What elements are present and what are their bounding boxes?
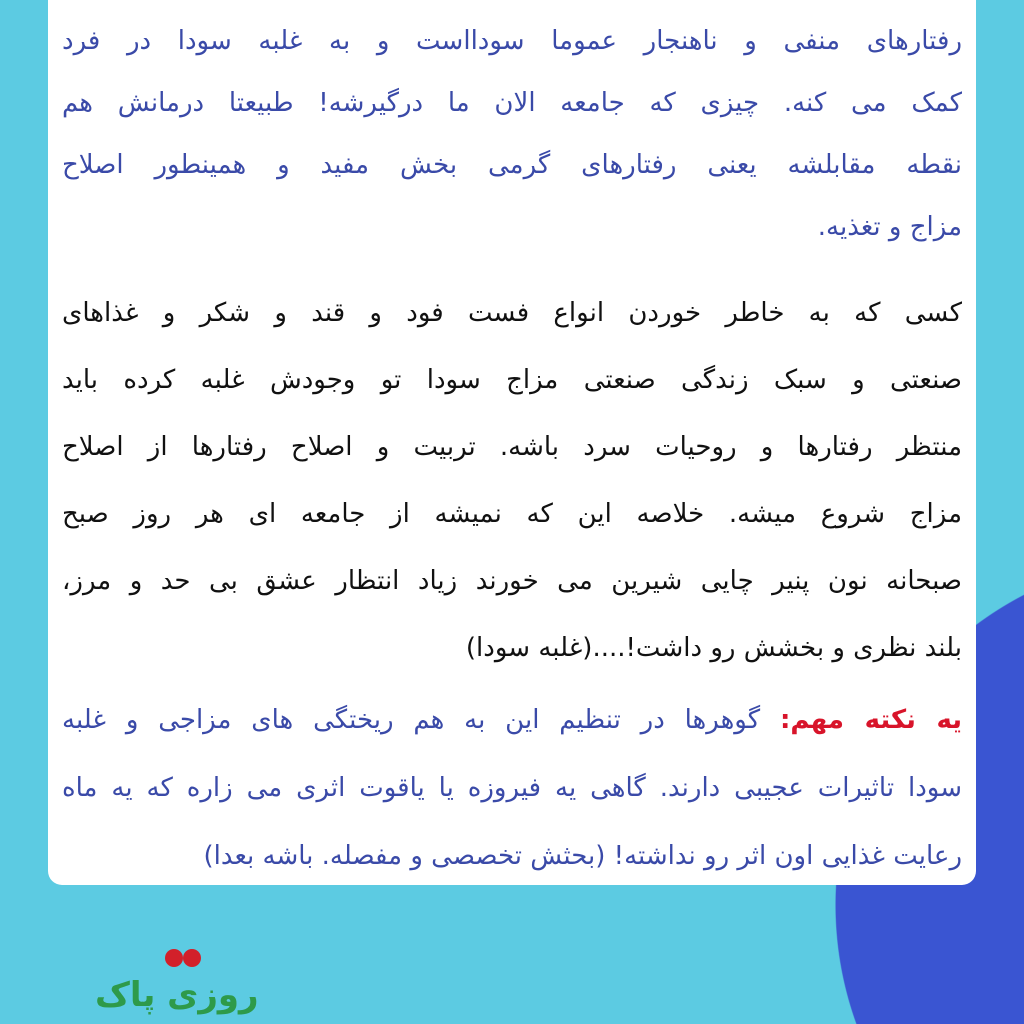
note-paragraph bbox=[62, 686, 962, 890]
brand-logo bbox=[95, 945, 295, 1020]
text-line: صنعتی و سبک زندگی صنعتی مزاج سودا تو وجودش غلبه کرده باید bbox=[62, 365, 962, 395]
paragraph-2 bbox=[62, 280, 962, 682]
note-text: گوهرها در تنظیم این به هم ریختگی های مزاجی و غلبه bbox=[62, 705, 761, 735]
note-label: یه نکته مهم: bbox=[779, 705, 963, 735]
text-line: رفتارهای منفی و ناهنجار عموما سودااست و به غلبه سودا در فرد bbox=[62, 26, 962, 56]
text-line: رعایت غذایی اون اثر رو نداشته! (بحثش تخصصی و مفصله. باشه بعدا) bbox=[203, 841, 962, 871]
text-line: سودا تاثیرات عجیبی دارند. گاهی یه فیروزه یا یاقوت اثری می زاره که یه ماه bbox=[62, 773, 962, 803]
text-line bbox=[62, 686, 962, 754]
text-line: نقطه مقابلشه یعنی رفتارهای گرمی بخش مفید و همینطور اصلاح bbox=[62, 150, 962, 180]
cherry-icon bbox=[165, 949, 183, 967]
text-line: کمک می کنه. چیزی که جامعه الان ما درگیرشه! طبیعتا درمانش هم bbox=[62, 88, 962, 118]
cherry-icon bbox=[183, 949, 201, 967]
paragraph-1 bbox=[62, 10, 962, 258]
text-line: بلند نظری و بخشش رو داشت!....(غلبه سودا) bbox=[465, 633, 962, 663]
logo-text: روزی پاک bbox=[95, 975, 259, 1015]
text-line: مزاج شروع میشه. خلاصه این که نمیشه از جامعه ای هر روز صبح bbox=[62, 499, 962, 529]
text-line: مزاج و تغذیه. bbox=[817, 212, 962, 242]
text-line: صبحانه نون پنیر چایی شیرین می خورند زیاد انتظار عشق بی حد و مرز، bbox=[62, 566, 962, 596]
text-line: کسی که به خاطر خوردن انواع فست فود و قند و شکر و غذاهای bbox=[62, 298, 962, 328]
text-line: منتظر رفتارها و روحیات سرد باشه. تربیت و اصلاح رفتارها از اصلاح bbox=[62, 432, 962, 462]
